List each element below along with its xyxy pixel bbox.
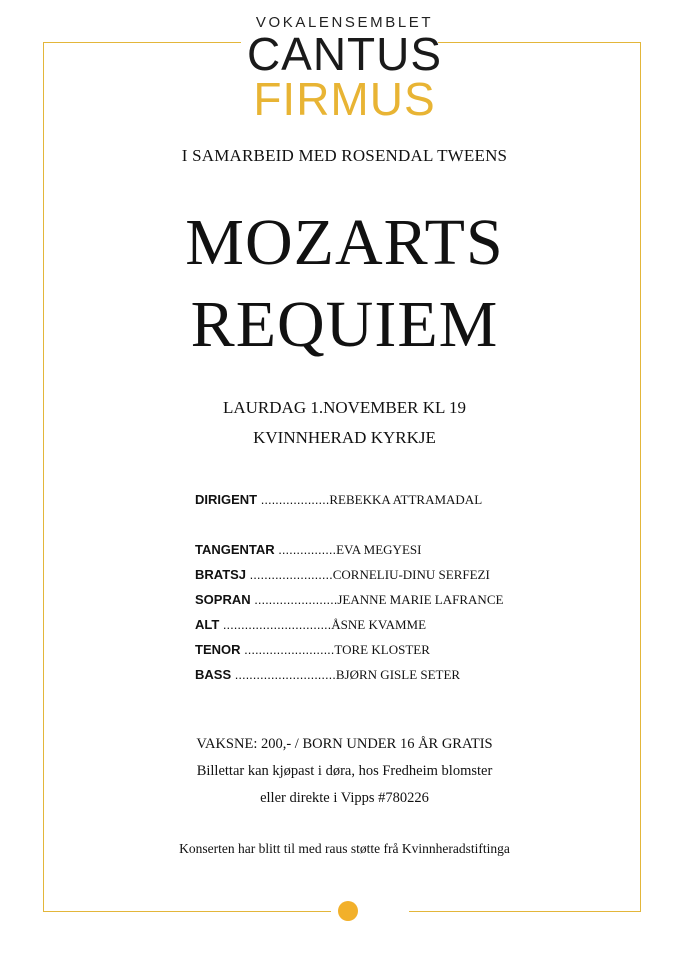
performer-name: TORE KLOSTER xyxy=(334,642,430,657)
performer-row-tenor xyxy=(195,642,430,658)
performer-role: TENOR xyxy=(195,642,241,657)
ticket-prices: VAKSNE: 200,- / BORN UNDER 16 ÅR GRATIS xyxy=(196,736,493,752)
leader-dots: .............................. xyxy=(219,617,332,632)
performer-row-bass xyxy=(195,667,460,683)
decorative-dot-icon xyxy=(338,901,358,921)
title-line-2: REQUIEM xyxy=(190,288,499,361)
leader-dots: ......................... xyxy=(240,642,335,657)
ticket-vipps-info: eller direkte i Vipps #780226 xyxy=(260,790,429,806)
concert-venue: KVINNHERAD KYRKJE xyxy=(253,428,436,447)
performer-role: BASS xyxy=(195,667,232,682)
logo-subtitle: VOKALENSEMBLET xyxy=(255,14,434,31)
leader-dots: ....................... xyxy=(246,567,333,582)
performer-role: TANGENTAR xyxy=(195,542,275,557)
performer-row-dirigent xyxy=(195,492,482,508)
performer-name: JEANNE MARIE LAFRANCE xyxy=(337,592,504,607)
performer-role: SOPRAN xyxy=(195,592,251,607)
performer-role: DIRIGENT xyxy=(195,492,258,507)
frame-border-bottom-right xyxy=(409,911,641,912)
performer-name: BJØRN GISLE SETER xyxy=(335,667,461,682)
performer-name: EVA MEGYESI xyxy=(336,542,422,557)
frame-border-right xyxy=(640,42,641,911)
leader-dots: ................... xyxy=(257,492,330,507)
performer-role: BRATSJ xyxy=(195,567,247,582)
performer-name: CORNELIU-DINU SERFEZI xyxy=(332,567,490,582)
performer-role: ALT xyxy=(195,617,220,632)
leader-dots: ............................ xyxy=(231,667,336,682)
concert-date: LAURDAG 1.NOVEMBER KL 19 xyxy=(222,398,467,417)
logo-word-cantus: CANTUS xyxy=(246,28,443,80)
performer-name: REBEKKA ATTRAMADAL xyxy=(329,492,483,507)
performer-name: ÅSNE KVAMME xyxy=(331,617,427,632)
performer-row-bratsj xyxy=(195,567,490,583)
performer-row-sopran xyxy=(195,592,503,608)
leader-dots: ................ xyxy=(274,542,337,557)
logo-word-firmus: FIRMUS xyxy=(253,73,436,125)
performer-row-alt xyxy=(195,617,426,633)
title-line-1: MOZARTS xyxy=(185,206,504,279)
frame-border-bottom-left xyxy=(43,911,331,912)
sponsor-text: Konserten har blitt til med raus støtte frå Kvinnheradstiftinga xyxy=(179,841,510,856)
performer-row-tangentar xyxy=(195,542,421,558)
leader-dots: ....................... xyxy=(250,592,338,607)
collaboration-text: I SAMARBEID MED ROSENDAL TWEENS xyxy=(181,146,508,165)
frame-border-left xyxy=(43,42,44,911)
ticket-sales-info: Billettar kan kjøpast i døra, hos Fredheim blomster xyxy=(196,763,493,779)
